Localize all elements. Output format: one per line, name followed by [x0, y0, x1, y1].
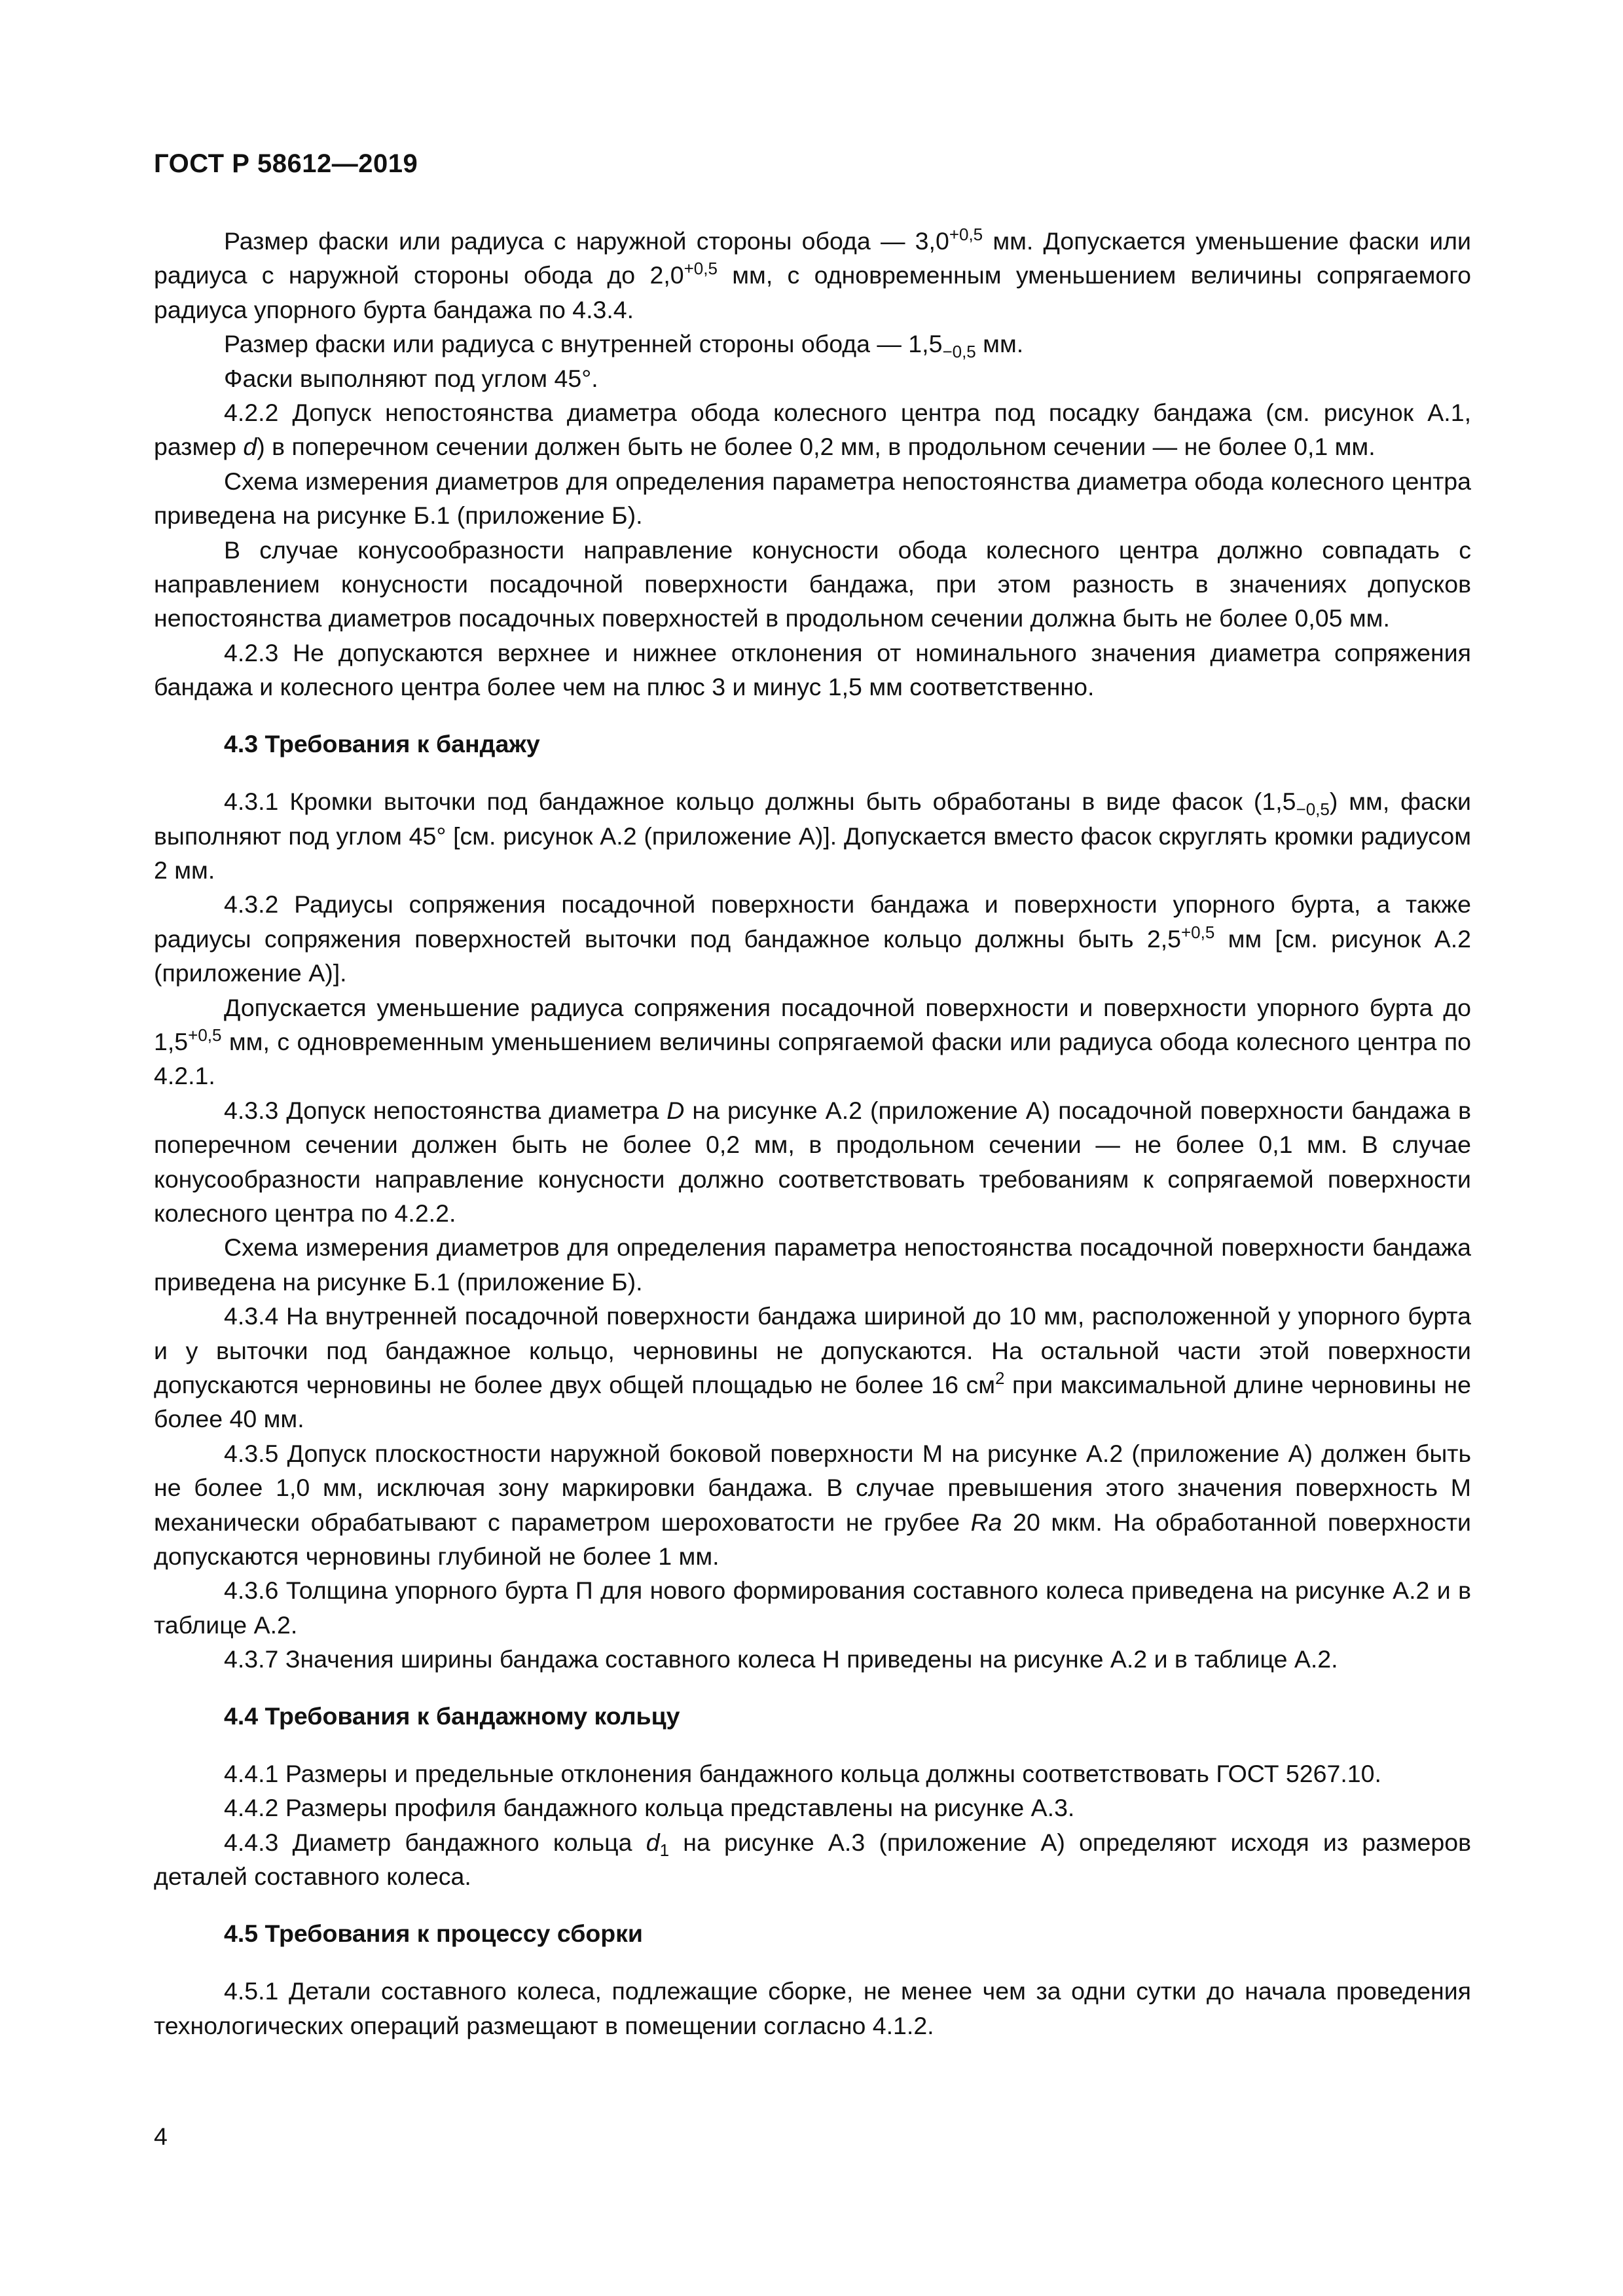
paragraph-4-3-7: 4.3.7 Значения ширины бандажа составного колеса Н приведены на рисунке А.2 и в таблице А.2. [224, 1645, 1338, 1673]
paragraph-4-3-5: 4.3.5 Допуск плоскостности наружной боковой поверхности М на рисунке А.2 (приложение А) должен быть не более 1,0 мм, исключая зону маркировки бандажа. В случае превышения этого значения поверхность М механически обрабатывают с параметром шероховатости не грубее Ra 20 мкм. На обработанной поверхности допускаются черновины глубиной не более 1 мм. [154, 1439, 1471, 1571]
section-heading-4-4: 4.4 Требования к бандажному кольцу [224, 1702, 680, 1730]
paragraph-4-3-2: 4.3.2 Радиусы сопряжения посадочной поверхности бандажа и поверхности упорного бурта, а также радиусы сопряжения поверхностей выточки под бандажное кольцо должны быть $2,5^{+0,5}$ мм [см. рисунок А.2 (приложение А)]. [154, 890, 1471, 987]
paragraph-tire-measure-scheme: Схема измерения диаметров для определения параметра непостоянства посадочной поверхности бандажа приведена на рисунке Б.1 (приложение Б). [154, 1233, 1471, 1296]
section-heading-4-5: 4.5 Требования к процессу сборки [224, 1919, 643, 1947]
paragraph-radius-reduction: Допускается уменьшение радиуса сопряжения посадочной поверхности и поверхности упорного бурта до $1,5^{+0,5}$ мм, с одновременным уменьшением величины сопрягаемой фаски или радиуса обода колесного центра по 4.2.1. [154, 993, 1471, 1090]
paragraph-chamfer-angle: Фаски выполняют под углом 45°. [224, 364, 598, 392]
paragraph-4-4-2: 4.4.2 Размеры профиля бандажного кольца представлены на рисунке А.3. [224, 1794, 1075, 1822]
paragraph-inner-chamfer: Размер фаски или радиуса с внутренней стороны обода — $1,5_{-0,5}$ мм. [224, 330, 1024, 362]
document-code-header: ГОСТ Р 58612—2019 [154, 149, 418, 178]
paragraph-rim-measure-scheme: Схема измерения диаметров для определения параметра непостоянства диаметра обода колесного центра приведена на рисунке Б.1 (приложение Б). [154, 467, 1471, 530]
paragraph-4-3-4: 4.3.4 На внутренней посадочной поверхности бандажа шириной до 10 мм, расположенной у упорного бурта и у выточки под бандажное кольцо, черновины не допускаются. На остальной части этой поверхности допускаются черновины не более двух общей площадью не более 16 $см^2$ при максимальной длине черновины не более 40 мм. [154, 1302, 1471, 1433]
section-heading-4-3: 4.3 Требования к бандажу [224, 729, 540, 757]
paragraph-4-3-1: 4.3.1 Кромки выточки под бандажное кольцо должны быть обработаны в виде фасок $(1,5_{-0,5})$ мм, фаски выполняют под углом 45° [см. рисунок А.2 (приложение А)]. Допускается вместо фасок скруглять кромки радиусом 2 мм. [154, 788, 1471, 884]
paragraph-4-2-3: 4.2.3 Не допускаются верхнее и нижнее отклонения от номинального значения диаметра сопряжения бандажа и колесного центра более чем на плюс 3 и минус 1,5 мм соответственно. [154, 638, 1471, 701]
paragraph-4-3-6: 4.3.6 Толщина упорного бурта П для нового формирования составного колеса приведена на рисунке А.2 и в таблице А.2. [154, 1576, 1471, 1639]
document-body [154, 224, 1471, 2043]
paragraph-4-3-3: 4.3.3 Допуск непостоянства диаметра D на рисунке А.2 (приложение А) посадочной поверхности бандажа в поперечном сечении должен быть не более 0,2 мм, в продольном сечении — не более 0,1 мм. В случае конусообразности направление конусности должно соответствовать требованиям к сопрягаемой поверхности колесного центра по 4.2.2. [154, 1096, 1471, 1227]
paragraph-outer-chamfer: Размер фаски или радиуса с наружной стороны обода — $3,0^{+0,5}$ мм. Допускается уменьшение фаски или радиуса с наружной стороны обода до $2,0^{+0,5}$ мм, с одновременным уменьшением величины сопрягаемого радиуса упорного бурта бандажа по 4.3.4. [154, 225, 1471, 323]
paragraph-4-2-2: 4.2.2 Допуск непостоянства диаметра обода колесного центра под посадку бандажа (см. рисунок А.1, размер d) в поперечном сечении должен быть не более 0,2 мм, в продольном сечении — не более 0,1 мм. [154, 399, 1471, 461]
paragraph-rim-conicity: В случае конусообразности направление конусности обода колесного центра должно совпадать с направлением конусности посадочной поверхности бандажа, при этом разность в значениях допусков непостоянства диаметров посадочных поверхностей в продольном сечении должна быть не более 0,05 мм. [154, 536, 1471, 632]
paragraph-4-4-3: 4.4.3 Диаметр бандажного кольца $d_1$ на рисунке А.3 (приложение А) определяют исходя из размеров деталей составного колеса. [154, 1828, 1472, 1891]
paragraph-4-5-1: 4.5.1 Детали составного колеса, подлежащие сборке, не менее чем за одни сутки до начала проведения технологических операций размещают в помещении согласно 4.1.2. [154, 1977, 1471, 2039]
paragraph-4-4-1: 4.4.1 Размеры и предельные отклонения бандажного кольца должны соответствовать ГОСТ 5267.10. [224, 1760, 1381, 1788]
page-number: 4 [154, 2123, 168, 2150]
